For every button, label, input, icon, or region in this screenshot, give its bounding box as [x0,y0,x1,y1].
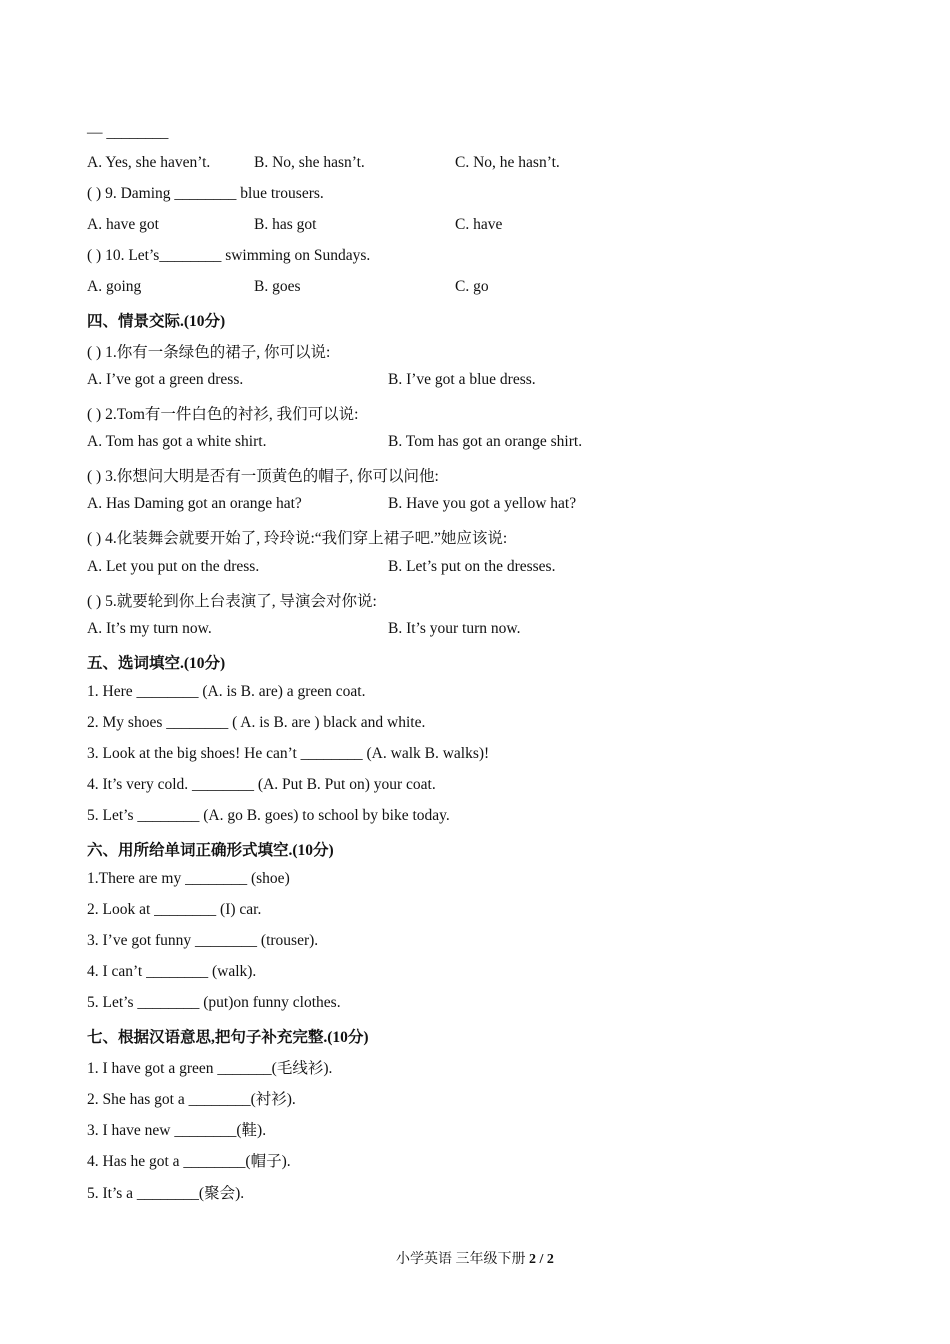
s7-item-4: 4. Has he got a ________(帽子). [87,1153,291,1170]
s4-q1-stem: ( ) 1.你有一条绿色的裙子, 你可以说: [87,344,331,361]
s4-q4-option-a: A. Let you put on the dress. [87,558,260,575]
s4-q1-option-a: A. I’ve got a green dress. [87,371,244,388]
q10-option-b: B. goes [254,278,301,295]
s7-item-2: 2. She has got a ________(衬衫). [87,1091,296,1108]
s4-q5-options [87,620,787,640]
s4-q4-options [87,558,787,578]
s6-item-4: 4. I can’t ________ (walk). [87,963,257,980]
s6-item-1: 1.There are my ________ (shoe) [87,870,290,887]
s4-q2-option-b: B. Tom has got an orange shirt. [388,433,583,450]
s4-q5-option-b: B. It’s your turn now. [388,620,521,637]
s6-item-5: 5. Let’s ________ (put)on funny clothes. [87,994,341,1011]
s4-q2-option-a: A. Tom has got a white shirt. [87,433,267,450]
s4-q3-option-a: A. Has Daming got an orange hat? [87,495,302,512]
section7-title: 七、根据汉语意思,把句子补充完整.(10分) [87,1029,369,1046]
q10-options [87,278,787,298]
q8-option-b: B. No, she hasn’t. [254,154,365,171]
s4-q1-options [87,371,787,391]
s5-item-1: 1. Here ________ (A. is B. are) a green coat. [87,683,366,700]
s4-q2-stem: ( ) 2.Tom有一件白色的衬衫, 我们可以说: [87,406,359,423]
s5-item-5: 5. Let’s ________ (A. go B. goes) to school by bike today. [87,807,450,824]
q10-stem: ( ) 10. Let’s________ swimming on Sundays. [87,247,371,264]
s4-q4-stem: ( ) 4.化装舞会就要开始了, 玲玲说:“我们穿上裙子吧.”她应该说: [87,530,508,547]
s6-item-3: 3. I’ve got funny ________ (trouser). [87,932,319,949]
q10-option-c: C. go [455,278,489,295]
s4-q2-options [87,433,787,453]
s4-q4-option-b: B. Let’s put on the dresses. [388,558,556,575]
section6-title: 六、用所给单词正确形式填空.(10分) [87,842,334,859]
s6-item-2: 2. Look at ________ (I) car. [87,901,262,918]
s4-q1-option-b: B. I’ve got a blue dress. [388,371,536,388]
q9-option-b: B. has got [254,216,317,233]
section4-title: 四、情景交际.(10分) [87,313,226,330]
s4-q3-options [87,495,787,515]
s4-q3-option-b: B. Have you got a yellow hat? [388,495,577,512]
section5-title: 五、选词填空.(10分) [87,655,226,672]
s7-item-5: 5. It’s a ________(聚会). [87,1185,245,1202]
q9-options [87,216,787,236]
s4-q5-stem: ( ) 5.就要轮到你上台表演了, 导演会对你说: [87,593,377,610]
q8-option-a: A. Yes, she haven’t. [87,154,211,171]
answer-line: — ________ [87,124,169,141]
q9-stem: ( ) 9. Daming ________ blue trousers. [87,185,324,202]
s7-item-3: 3. I have new ________(鞋). [87,1122,267,1139]
q9-option-c: C. have [455,216,503,233]
s4-q5-option-a: A. It’s my turn now. [87,620,212,637]
s5-item-4: 4. It’s very cold. ________ (A. Put B. Put on) your coat. [87,776,436,793]
q8-options [87,154,787,174]
page-number: 2 / 2 [529,1252,554,1267]
s5-item-2: 2. My shoes ________ ( A. is B. are ) black and white. [87,714,426,731]
q9-option-a: A. have got [87,216,159,233]
s4-q3-stem: ( ) 3.你想问大明是否有一顶黄色的帽子, 你可以问他: [87,468,439,485]
footer-text: 小学英语 三年级下册 [396,1252,526,1267]
page-footer [0,1248,950,1268]
q10-option-a: A. going [87,278,142,295]
q8-option-c: C. No, he hasn’t. [455,154,560,171]
s5-item-3: 3. Look at the big shoes! He can’t ________ (A. walk B. walks)! [87,745,490,762]
s7-item-1: 1. I have got a green _______(毛线衫). [87,1060,333,1077]
